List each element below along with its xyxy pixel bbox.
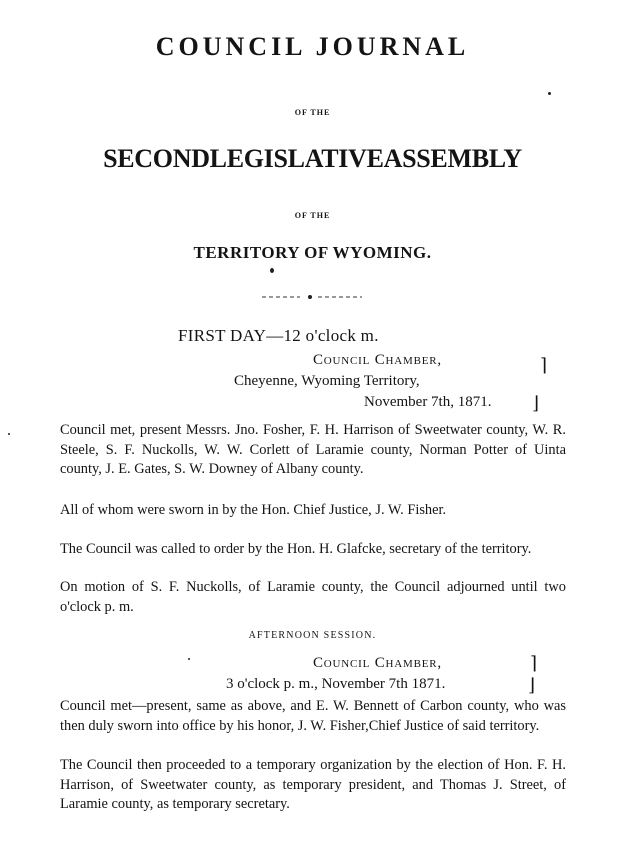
date-line: November 7th, 1871. — [364, 394, 492, 410]
of-the-line-2: OF THE — [294, 211, 331, 220]
territory-heading: TERRITORY OF WYOMING. — [193, 243, 432, 262]
council-chamber-line-2: Council Chamber, — [313, 655, 442, 671]
right-bracket-2: ⌋ — [532, 393, 540, 413]
attendance-paragraph: Council met, present Messrs. Jno. Fosher, F. H. Harrison of Sweetwater county, W. R. Steele, S. F. Nuckolls, W. W. Corlett of Laramie county, Norman Potter of Uinta county, J. E. Gates, S. W. Downey of Albany county. — [60, 422, 566, 478]
temporary-organization-paragraph: The Council then proceeded to a temporary organization by the election of Hon. F. H. Harrison, of Sweetwater county, as temporary president, and Thomas J. Street, of Laramie county, as temporary secretary. — [60, 757, 566, 813]
afternoon-session-heading: AFTERNOON SESSION. — [248, 630, 377, 641]
journal-title: COUNCIL JOURNAL — [155, 32, 470, 61]
print-speck — [8, 433, 10, 435]
right-bracket-4: ⌋ — [528, 675, 536, 695]
print-speck — [270, 268, 274, 273]
ornamental-rule — [262, 294, 362, 300]
assembly-heading: SECONDLEGISLATIVEASSEMBLY — [103, 144, 522, 173]
print-speck — [548, 92, 551, 95]
right-bracket-1: ⌉ — [540, 355, 548, 375]
right-bracket-3: ⌉ — [530, 653, 538, 673]
first-day-heading: FIRST DAY—12 o'clock m. — [178, 326, 379, 345]
of-the-line-1: OF THE — [294, 108, 331, 117]
council-chamber-line: Council Chamber, — [313, 352, 442, 368]
cheyenne-line: Cheyenne, Wyoming Territory, — [234, 373, 420, 389]
sworn-paragraph: All of whom were sworn in by the Hon. Chief Justice, J. W. Fisher. — [60, 502, 447, 518]
adjourned-paragraph: On motion of S. F. Nuckolls, of Laramie county, the Council adjourned until two o'clock p. m. — [60, 579, 566, 615]
called-to-order-paragraph: The Council was called to order by the Hon. H. Glafcke, secretary of the territory. — [60, 541, 532, 557]
afternoon-time-line: 3 o'clock p. m., November 7th 1871. — [226, 676, 446, 692]
print-speck — [188, 658, 190, 660]
bennett-paragraph: Council met—present, same as above, and E. W. Bennett of Carbon county, who was then duly sworn into office by his honor, J. W. Fisher,Chief Justice of said territory. — [60, 698, 566, 734]
